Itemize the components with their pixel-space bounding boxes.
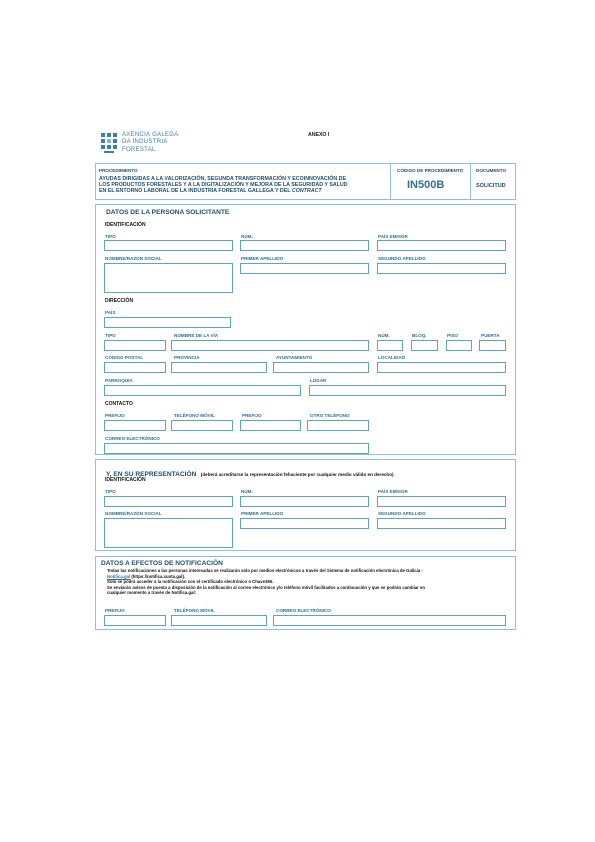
notification-text — [107, 568, 425, 596]
notif-prefijo-label: PREFIJO — [105, 608, 125, 613]
direccion-heading: DIRECCIÓN — [105, 298, 134, 304]
notif-telefono-field[interactable] — [171, 615, 267, 626]
prefijo-field[interactable] — [104, 420, 166, 431]
procedure-label: PROCEDIMIENTO — [99, 168, 138, 173]
prefijo2-field[interactable] — [240, 420, 301, 431]
nombre-field[interactable] — [104, 263, 233, 293]
applicant-title: DATOS DE LA PERSONA SOLICITANTE — [106, 209, 230, 216]
representative-title — [106, 463, 394, 481]
procedure-divider-1 — [390, 163, 391, 200]
correo-field[interactable] — [104, 443, 369, 454]
notification-line: Todas las notificaciones a las personas interesadas se realizarán solo por medios electrónicos a través del Sistema de notificación electrónica de Galicia - — [107, 568, 423, 573]
representative-identification-heading: IDENTIFICACIÓN — [105, 477, 146, 483]
notif-telefono-label: TELÉFONO MÓVIL — [174, 608, 215, 613]
piso-field[interactable] — [446, 340, 472, 351]
notification-line: Se enviarán avisos de puesta a disposición de la notificación al correo electrónico y/o teléfono móvil facilitados a continuación y que se podrán cambiar en — [107, 584, 426, 590]
notification-line: cualquier momento a través de Notifica.gal: — [107, 590, 197, 596]
notification-title: DATOS A EFECTOS DE NOTIFICACIÓN — [101, 560, 223, 567]
prefijo-label: PREFIJO — [105, 413, 125, 418]
rep-pais-emisor-label: PAÍS EMISOR — [378, 489, 408, 494]
num-label: NÚM. — [241, 234, 253, 239]
procedure-title-italic: CONTRACT — [291, 188, 322, 194]
rep-primer-apellido-label: PRIMER APELLIDO — [241, 511, 284, 516]
otro-telefono-field[interactable] — [307, 420, 369, 431]
notif-correo-label: CORREO ELECTRÓNICO — [276, 608, 331, 613]
agency-name-line: FORESTAL — [122, 146, 156, 153]
document-value: SOLICITUD — [476, 183, 506, 189]
pais-emisor-field[interactable] — [377, 240, 506, 251]
provincia-field[interactable] — [171, 362, 267, 373]
contacto-heading: CONTACTO — [105, 401, 133, 407]
procedure-title-line: LOS PRODUCTOS FORESTALES Y A LA DIGITALIZACIÓN Y MEJORA DE LA SEGURIDAD Y SALUD — [99, 182, 348, 188]
notification-line: (https://notifica.xunta.gal). — [130, 573, 186, 579]
codigo-postal-field[interactable] — [104, 362, 166, 373]
document-label: DOCUMENTO — [476, 168, 507, 173]
procedure-code-label: CÓDIGO DE PROCEDIMIENTO — [397, 168, 464, 173]
tipo-via-field[interactable] — [104, 340, 166, 351]
rep-tipo-label: TIPO — [105, 489, 116, 494]
provincia-label: PROVINCIA — [174, 355, 200, 360]
notification-line: Solo se podrá acceder a la notificación con el certificado electrónico o Chave365. — [107, 579, 274, 585]
telefono-movil-label: TELÉFONO MÓVIL — [174, 413, 215, 418]
piso-label: PISO — [447, 333, 458, 338]
representative-title-text: Y, EN SU REPRESENTACIÓN — [106, 471, 197, 478]
agency-name-line: DA INDUSTRIA — [122, 139, 168, 146]
rep-tipo-field[interactable] — [104, 496, 233, 507]
ayuntamiento-field[interactable] — [273, 362, 369, 373]
localidad-label: LOCALIDAD — [378, 355, 406, 360]
lugar-field[interactable] — [309, 385, 506, 396]
representative-note: (deberá acreditarse la representación fehaciente por cualquier medio válido en derecho) — [200, 472, 394, 477]
rep-num-label: NÚM. — [241, 489, 253, 494]
rep-nombre-label: NOMBRE/RAZÓN SOCIAL — [105, 511, 162, 516]
pais-label: PAÍS — [105, 310, 116, 315]
tipo-label: TIPO — [105, 234, 116, 239]
procedure-code: IN500B — [407, 179, 445, 191]
applicant-identification-heading: IDENTIFICACIÓN — [105, 222, 146, 228]
bloq-field[interactable] — [411, 340, 438, 351]
nombre-label: NOMBRE/RAZÓN SOCIAL — [105, 256, 162, 261]
tipo-via-label: TIPO — [105, 333, 116, 338]
notif-prefijo-field[interactable] — [104, 615, 166, 626]
procedure-divider-2 — [470, 163, 471, 200]
primer-apellido-label: PRIMER APELLIDO — [241, 256, 284, 261]
agency-name-line: AXENCIA GALEGA — [122, 132, 179, 138]
num-field[interactable] — [240, 240, 369, 251]
codigo-postal-label: CÓDIGO POSTAL — [105, 355, 144, 360]
localidad-field[interactable] — [377, 362, 506, 373]
pais-field[interactable] — [104, 317, 231, 328]
correo-label: CORREO ELECTRÓNICO — [105, 436, 160, 441]
telefono-movil-field[interactable] — [171, 420, 233, 431]
segundo-apellido-label: SEGUNDO APELLIDO — [378, 256, 426, 261]
agency-name — [122, 132, 179, 154]
primer-apellido-field[interactable] — [240, 263, 369, 274]
num-via-field[interactable] — [377, 340, 403, 351]
rep-pais-emisor-field[interactable] — [377, 496, 506, 507]
pais-emisor-label: PAÍS EMISOR — [378, 234, 408, 239]
annex-label: ANEXO I — [308, 132, 330, 138]
ayuntamiento-label: AYUNTAMIENTO — [276, 355, 313, 360]
bloq-label: BLOQ. — [412, 333, 427, 338]
rep-segundo-apellido-label: SEGUNDO APELLIDO — [378, 511, 426, 516]
nombre-via-label: NOMBRE DE LA VÍA — [174, 333, 219, 338]
procedure-title-line: EN EL ENTORNO LABORAL DE LA INDUSTRIA FORESTAL GALLEGA Y DEL — [99, 188, 291, 194]
rep-segundo-apellido-field[interactable] — [377, 518, 506, 529]
notif-correo-field[interactable] — [273, 615, 506, 626]
lugar-label: LUGAR — [310, 378, 327, 383]
rep-num-field[interactable] — [240, 496, 369, 507]
segundo-apellido-field[interactable] — [377, 263, 506, 274]
xunta-logo-icon — [99, 131, 119, 155]
puerta-label: PUERTA — [481, 333, 500, 338]
rep-nombre-field[interactable] — [104, 518, 233, 548]
tipo-field[interactable] — [104, 240, 233, 251]
notifica-link[interactable]: Notifica.gal — [107, 573, 131, 579]
nombre-via-field[interactable] — [171, 340, 369, 351]
puerta-field[interactable] — [479, 340, 506, 351]
procedure-title — [99, 176, 348, 194]
parroquia-field[interactable] — [104, 385, 301, 396]
rep-primer-apellido-field[interactable] — [240, 518, 369, 529]
prefijo2-label: PREFIJO — [242, 413, 262, 418]
num-via-label: NÚM. — [378, 333, 390, 338]
otro-telefono-label: OTRO TELÉFONO — [310, 413, 350, 418]
parroquia-label: PARROQUIA — [105, 378, 133, 383]
procedure-title-line: AYUDAS DIRIGIDAS A LA VALORIZACIÓN, SEGUNDA TRANSFORMACIÓN Y ECOINNOVACIÓN DE — [99, 176, 347, 182]
